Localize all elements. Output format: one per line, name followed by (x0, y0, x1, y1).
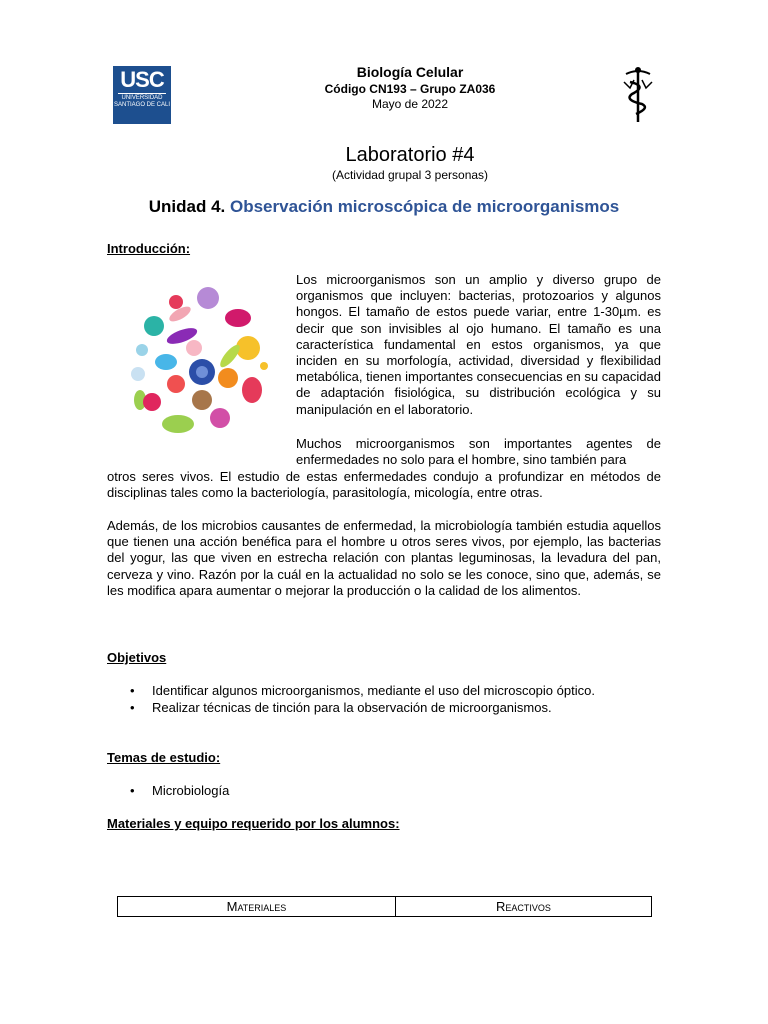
materials-table (117, 896, 652, 917)
caduceus-icon (620, 64, 656, 124)
list-item: • Identificar algunos microorganismos, mediante el uso del microscopio óptico. (130, 683, 595, 700)
materials-heading: Materiales y equipo requerido por los alumnos: (107, 816, 400, 831)
list-item: • Microbiología (130, 783, 229, 800)
intro-paragraph-2-end: otros seres vivos. El estudio de estas enfermedades condujo a profundizar en métodos de disciplinas tales como la bacteriología, parasitología, micología, entre otras. (107, 469, 661, 501)
topics-heading: Temas de estudio: (107, 750, 221, 765)
course-code: Código CN193 – Grupo ZA036 (324, 82, 496, 96)
objectives-list (130, 683, 595, 716)
intro-paragraph-3: Además, de los microbios causantes de enfermedad, la microbiología también estudia aquellos que tienen una acción benéfica para el hombre u otros seres vivos, por ejemplo, las bacterias del yogur, las que viven en estrecha relación con plantas leguminosas, la levadura del pan, cerveza y vino. Razón por la cuál en la actualidad no solo se les conoce, sino que, además, se les modifica apara aumentar o mejorar la producción o la calidad de los alimentos. (107, 518, 661, 598)
course-date: Mayo de 2022 (371, 97, 449, 111)
intro-heading: Introducción: (107, 241, 191, 256)
list-item: • Realizar técnicas de tinción para la observación de microorganismos. (130, 700, 595, 717)
unit-title: Observación microscópica de microorganismos (229, 197, 620, 216)
logo-mark: USC (120, 67, 164, 92)
unit-prefix: Unidad 4. (148, 197, 230, 216)
lab-title: Laboratorio #4 (345, 144, 475, 166)
microorganisms-illustration (118, 274, 288, 440)
intro-paragraph-2-start: Muchos microorganismos son importantes agentes de enfermedades no solo para el hombre, sino también para (296, 436, 661, 468)
objectives-heading: Objetivos (107, 650, 167, 665)
unit-heading (0, 197, 768, 217)
usc-logo (113, 66, 171, 124)
reagents-column-header: Reactivos (395, 897, 651, 917)
lab-subtitle: (Actividad grupal 3 personas) (331, 168, 489, 182)
table-header-row (118, 897, 652, 917)
topics-list (130, 783, 229, 800)
materials-column-header: Materiales (118, 897, 396, 917)
logo-subtext: UNIVERSIDAD SANTIAGO DE CALI (113, 95, 170, 108)
intro-paragraph-1: Los microorganismos son un amplio y diverso grupo de organismos que incluyen: bacterias, protozoarios y algunos hongos. El tamaño de estos puede variar, entre 1-30µm. es decir que son invisibles al ojo humano. El tamaño es una característica fundamental en estos organismos, ya que inciden en su morfología, actividad, diversidad y flexibilidad metabólica, tienen importantes consecuencias en su capacidad de adaptación fisiológica, su distribución ecológica y su manipulación en el laboratorio. (296, 272, 661, 417)
course-name: Biología Celular (356, 64, 464, 80)
